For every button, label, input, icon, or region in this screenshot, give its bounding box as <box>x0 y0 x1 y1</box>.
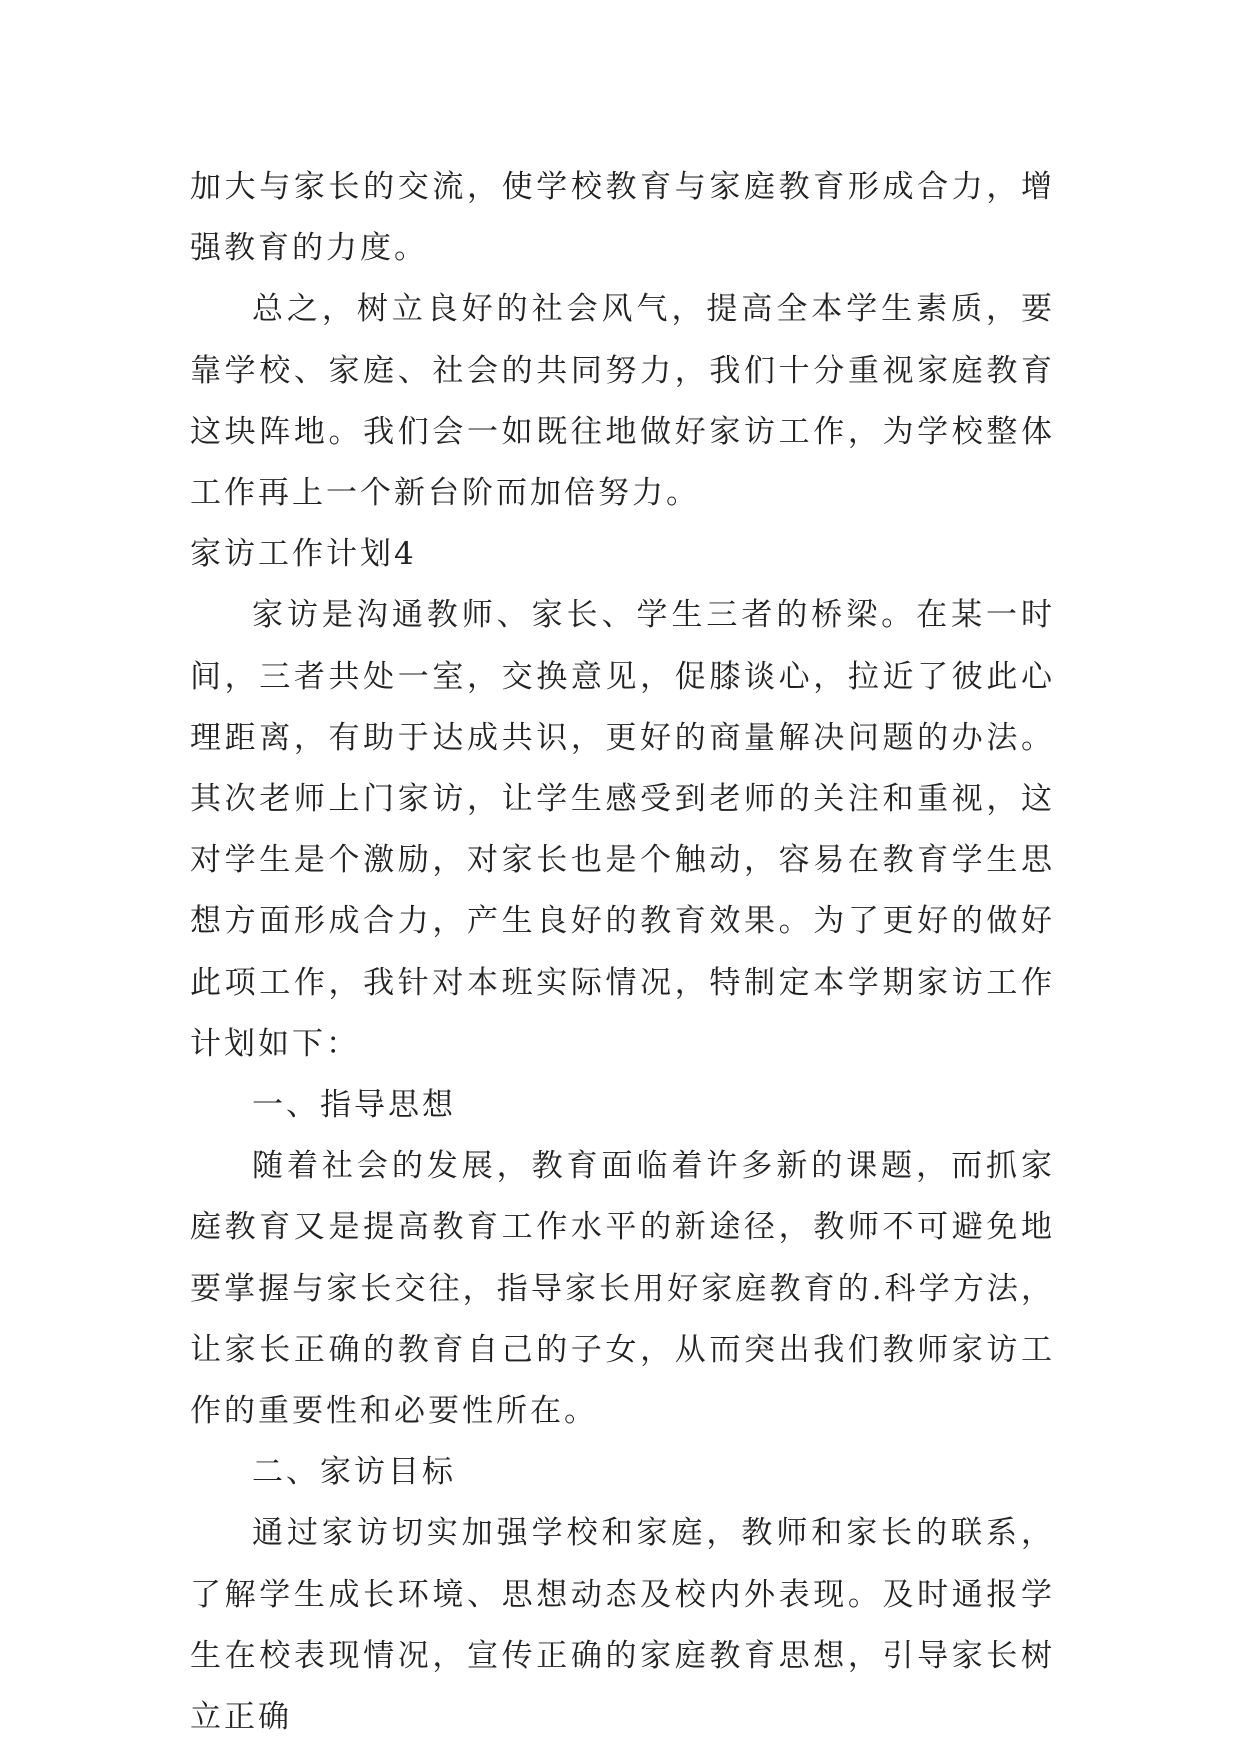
guiding-paragraph: 随着社会的发展，教育面临着许多新的课题，而抓家庭教育又是提高教育工作水平的新途径，教师不可避免地要掌握与家长交往，指导家长用好家庭教育的.科学方法，让家长正确的教育自己的子女，从而突出我们教师家访工作的重要性和必要性所在。 <box>190 1148 1055 1430</box>
heading-guiding-ideology: 一、指导思想 <box>252 1087 456 1124</box>
continuation-paragraph: 加大与家长的交流，使学校教育与家庭教育形成合力，增强教育的力度。 <box>190 169 1055 267</box>
intro-paragraph: 家访是沟通教师、家长、学生三者的桥梁。在某一时间，三者共处一室，交换意见，促膝谈心，拉近了彼此心理距离，有助于达成共识，更好的商量解决问题的办法。其次老师上门家访，让学生感受到老师的关注和重视，这对学生是个激励，对家长也是个触动，容易在教育学生思想方面形成合力，产生良好的教育效果。为了更好的做好此项工作，我针对本班实际情况，特制定本学期家访工作计划如下： <box>190 597 1055 1062</box>
goals-paragraph: 通过家访切实加强学校和家庭，教师和家长的联系，了解学生成长环境、思想动态及校内外表现。及时通报学生在校表现情况，宣传正确的家庭教育思想，引导家长树立正确 <box>190 1515 1055 1736</box>
section-title: 家访工作计划4 <box>190 536 417 573</box>
document-body <box>190 157 1055 1748</box>
conclusion-paragraph: 总之，树立良好的社会风气，提高全本学生素质，要靠学校、家庭、社会的共同努力，我们十分重视家庭教育这块阵地。我们会一如既往地做好家访工作，为学校整体工作再上一个新台阶而加倍努力。 <box>190 291 1055 512</box>
heading-visit-goals: 二、家访目标 <box>252 1454 456 1491</box>
